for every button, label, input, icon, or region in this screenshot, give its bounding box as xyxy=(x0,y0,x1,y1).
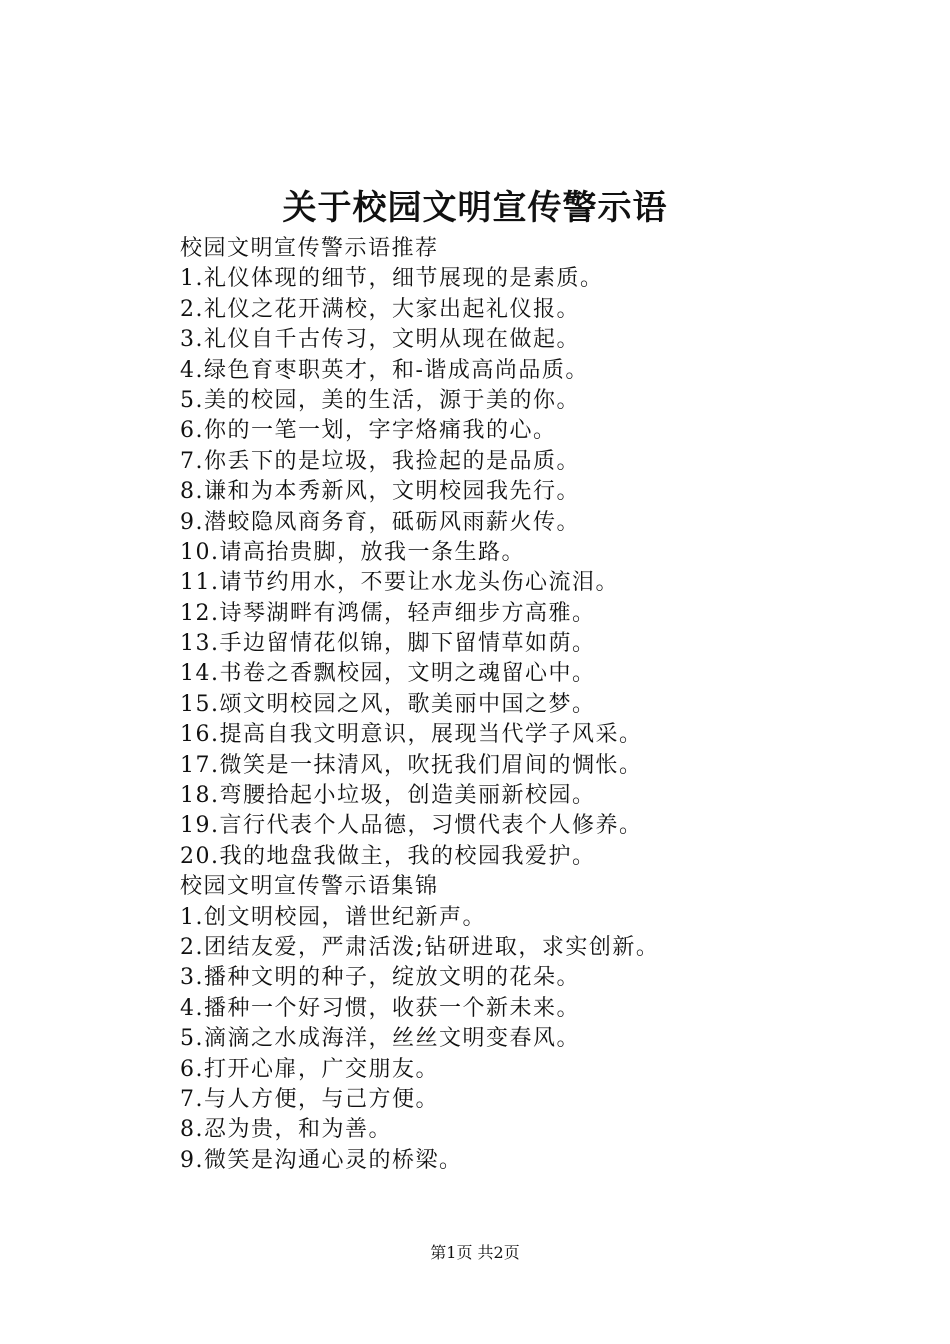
list-item: 19.言行代表个人品德，习惯代表个人修养。 xyxy=(180,813,643,839)
list-item: 15.颂文明校园之风，歌美丽中国之梦。 xyxy=(180,691,596,717)
document-body xyxy=(180,234,880,1176)
list-item: 7.你丢下的是垃圾，我捡起的是品质。 xyxy=(180,448,580,474)
list-item: 7.与人方便，与己方便。 xyxy=(180,1086,439,1112)
list-item: 13.手边留情花似锦，脚下留情草如荫。 xyxy=(180,631,596,657)
list-item: 5.滴滴之水成海洋，丝丝文明变春风。 xyxy=(180,1026,580,1052)
list-item: 10.请高抬贵脚，放我一条生路。 xyxy=(180,539,525,565)
list-item: 2.礼仪之花开满校，大家出起礼仪报。 xyxy=(180,296,580,322)
list-item: 8.谦和为本秀新风，文明校园我先行。 xyxy=(180,479,580,505)
list-item: 17.微笑是一抹清风，吹抚我们眉间的惆怅。 xyxy=(180,752,643,778)
list-item: 12.诗琴湖畔有鸿儒，轻声细步方高雅。 xyxy=(180,600,596,626)
list-item: 20.我的地盘我做主，我的校园我爱护。 xyxy=(180,843,596,869)
list-item: 16.提高自我文明意识，展现当代学子风采。 xyxy=(180,722,643,748)
list-item: 3.礼仪自千古传习，文明从现在做起。 xyxy=(180,327,580,353)
list-item: 8.忍为贵，和为善。 xyxy=(180,1117,392,1143)
list-item: 9.微笑是沟通心灵的桥梁。 xyxy=(180,1147,463,1173)
page-footer: 第1页 共2页 xyxy=(430,1243,520,1262)
list-item: 6.你的一笔一划，字字烙痛我的心。 xyxy=(180,418,557,444)
list-item: 11.请节约用水，不要让水龙头伤心流泪。 xyxy=(180,570,619,596)
list-item: 5.美的校园，美的生活，源于美的你。 xyxy=(180,387,580,413)
section-heading: 校园文明宣传警示语推荐 xyxy=(180,236,439,261)
list-item: 14.书卷之香飘校园，文明之魂留心中。 xyxy=(180,661,596,687)
list-item: 4.绿色育枣职英才，和-谐成高尚品质。 xyxy=(180,357,589,383)
list-item: 2.团结友爱，严肃活泼;钻研进取，求实创新。 xyxy=(180,934,660,960)
list-item: 1.创文明校园，谱世纪新声。 xyxy=(180,904,486,930)
list-item: 9.潜蛟隐凤商务育，砥砺风雨薪火传。 xyxy=(180,509,580,535)
list-item: 1.礼仪体现的细节，细节展现的是素质。 xyxy=(180,266,604,292)
list-item: 6.打开心扉，广交朋友。 xyxy=(180,1056,439,1082)
list-item: 3.播种文明的种子，绽放文明的花朵。 xyxy=(180,965,580,991)
list-item: 4.播种一个好习惯，收获一个新未来。 xyxy=(180,995,580,1021)
list-item: 18.弯腰拾起小垃圾，创造美丽新校园。 xyxy=(180,783,596,809)
page-title: 关于校园文明宣传警示语 xyxy=(282,188,668,228)
section-heading: 校园文明宣传警示语集锦 xyxy=(180,874,439,900)
